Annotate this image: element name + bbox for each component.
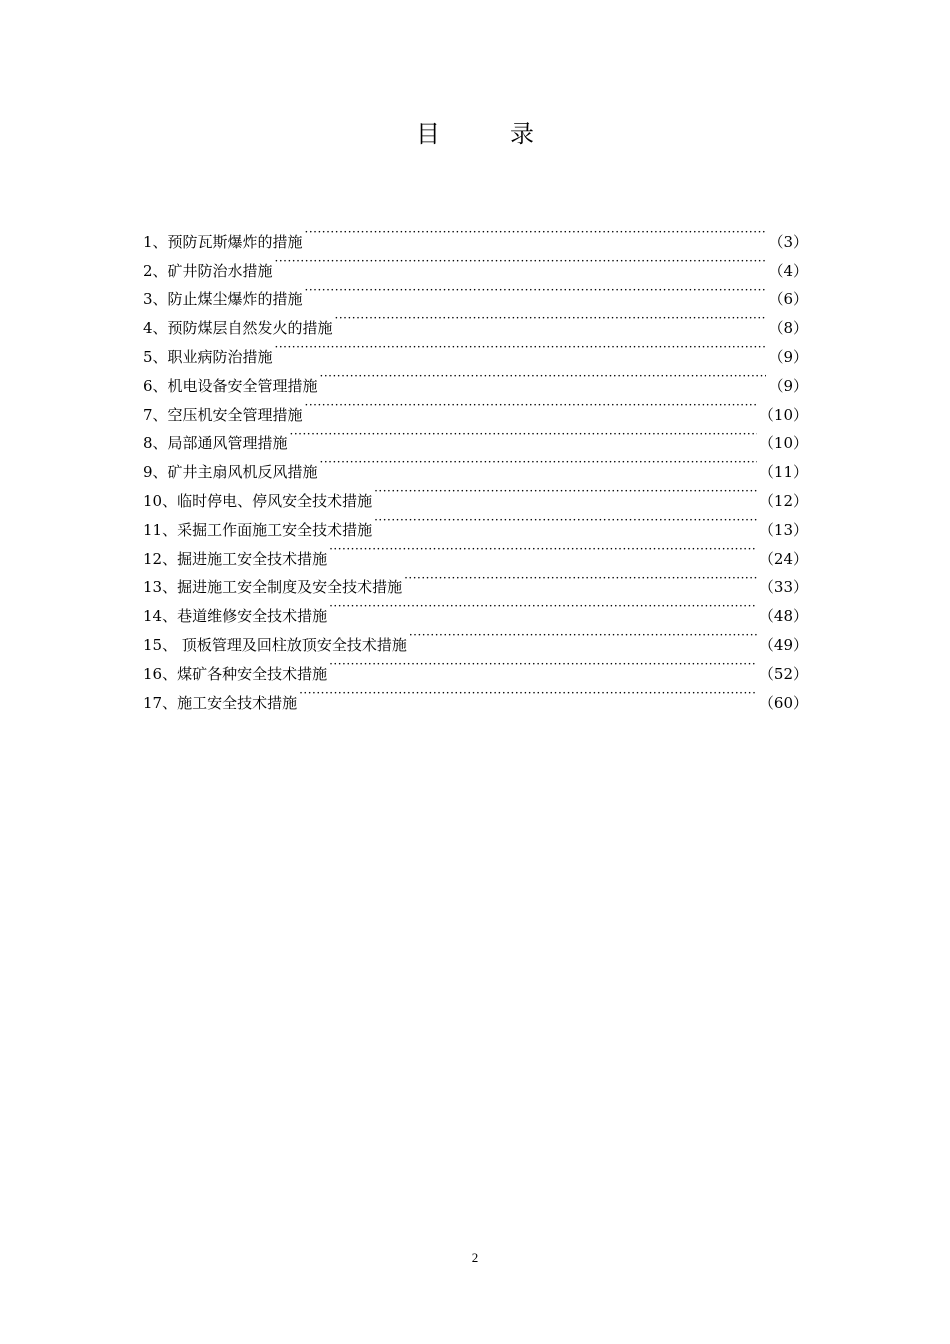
- toc-entry-page: （49）: [758, 635, 808, 654]
- toc-entry-title: 5、职业病防治措施: [143, 347, 273, 366]
- toc-entry-page: （9）: [768, 376, 808, 395]
- toc-entry-title: 3、防止煤尘爆炸的措施: [143, 290, 303, 309]
- title-char-2: 录: [510, 120, 534, 148]
- toc-leader-dots: [404, 564, 757, 593]
- toc-entry-page: （3）: [768, 232, 808, 251]
- toc-entry-page: （13）: [758, 520, 808, 539]
- toc-entry-title: 11、采掘工作面施工安全技术措施: [143, 520, 373, 539]
- toc-entry-page: （9）: [768, 347, 808, 366]
- page-number: 2: [471, 1250, 479, 1265]
- toc-entry-page: （52）: [758, 664, 808, 683]
- toc-leader-dots: [299, 679, 757, 708]
- toc-entry-title: 6、机电设备安全管理措施: [143, 376, 318, 395]
- toc-entry-page: （11）: [758, 463, 808, 482]
- toc-leader-dots: [275, 247, 767, 276]
- toc-entry-title: 14、巷道维修安全技术措施: [143, 607, 328, 626]
- toc-leader-dots: [329, 650, 757, 679]
- toc-entry-title: 2、矿井防治水措施: [143, 261, 273, 280]
- toc-entry-title: 8、局部通风管理措施: [143, 434, 288, 453]
- toc-leader-dots: [290, 420, 757, 449]
- toc-entry-page: （33）: [758, 578, 808, 597]
- toc-entry-title: 1、预防瓦斯爆炸的措施: [143, 232, 303, 251]
- toc-entry-page: （48）: [758, 607, 808, 626]
- toc-leader-dots: [409, 621, 757, 650]
- toc-entry-page: （4）: [768, 261, 808, 280]
- toc-entry-title: 7、空压机安全管理措施: [143, 405, 303, 424]
- toc-entry-page: （10）: [758, 434, 808, 453]
- toc-leader-dots: [305, 391, 757, 420]
- toc-entry-page: （24）: [758, 549, 808, 568]
- toc-entry-title: 16、煤矿各种安全技术措施: [143, 664, 328, 683]
- toc-entry-page: （8）: [768, 319, 808, 338]
- toc-leader-dots: [275, 333, 767, 362]
- toc-leader-dots: [305, 276, 767, 305]
- toc-entry-page: （12）: [758, 491, 808, 510]
- toc-leader-dots: [320, 362, 767, 391]
- toc-leader-dots: [335, 304, 767, 333]
- toc-leader-dots: [329, 592, 757, 621]
- title-char-1: 目: [416, 120, 440, 148]
- toc-leader-dots: [374, 477, 757, 506]
- toc-entry-page: （60）: [758, 693, 808, 712]
- page-title: [0, 118, 950, 150]
- toc-entry-title: 13、掘进施工安全制度及安全技术措施: [143, 578, 403, 597]
- table-of-contents: [143, 218, 808, 712]
- toc-entry-title: 10、临时停电、停风安全技术措施: [143, 491, 373, 510]
- toc-leader-dots: [329, 535, 757, 564]
- toc-leader-dots: [374, 506, 757, 535]
- toc-entry-title: 15、 顶板管理及回柱放顶安全技术措施: [143, 635, 407, 654]
- toc-entry-title: 12、掘进施工安全技术措施: [143, 549, 328, 568]
- toc-entry-title: 4、预防煤层自然发火的措施: [143, 319, 333, 338]
- toc-leader-dots: [305, 218, 767, 247]
- toc-entry-page: （6）: [768, 290, 808, 309]
- toc-entry-title: 9、矿井主扇风机反风措施: [143, 463, 318, 482]
- toc-leader-dots: [320, 448, 757, 477]
- toc-entry[interactable]: [143, 218, 808, 251]
- toc-entry-title: 17、施工安全技术措施: [143, 693, 298, 712]
- toc-entry-page: （10）: [758, 405, 808, 424]
